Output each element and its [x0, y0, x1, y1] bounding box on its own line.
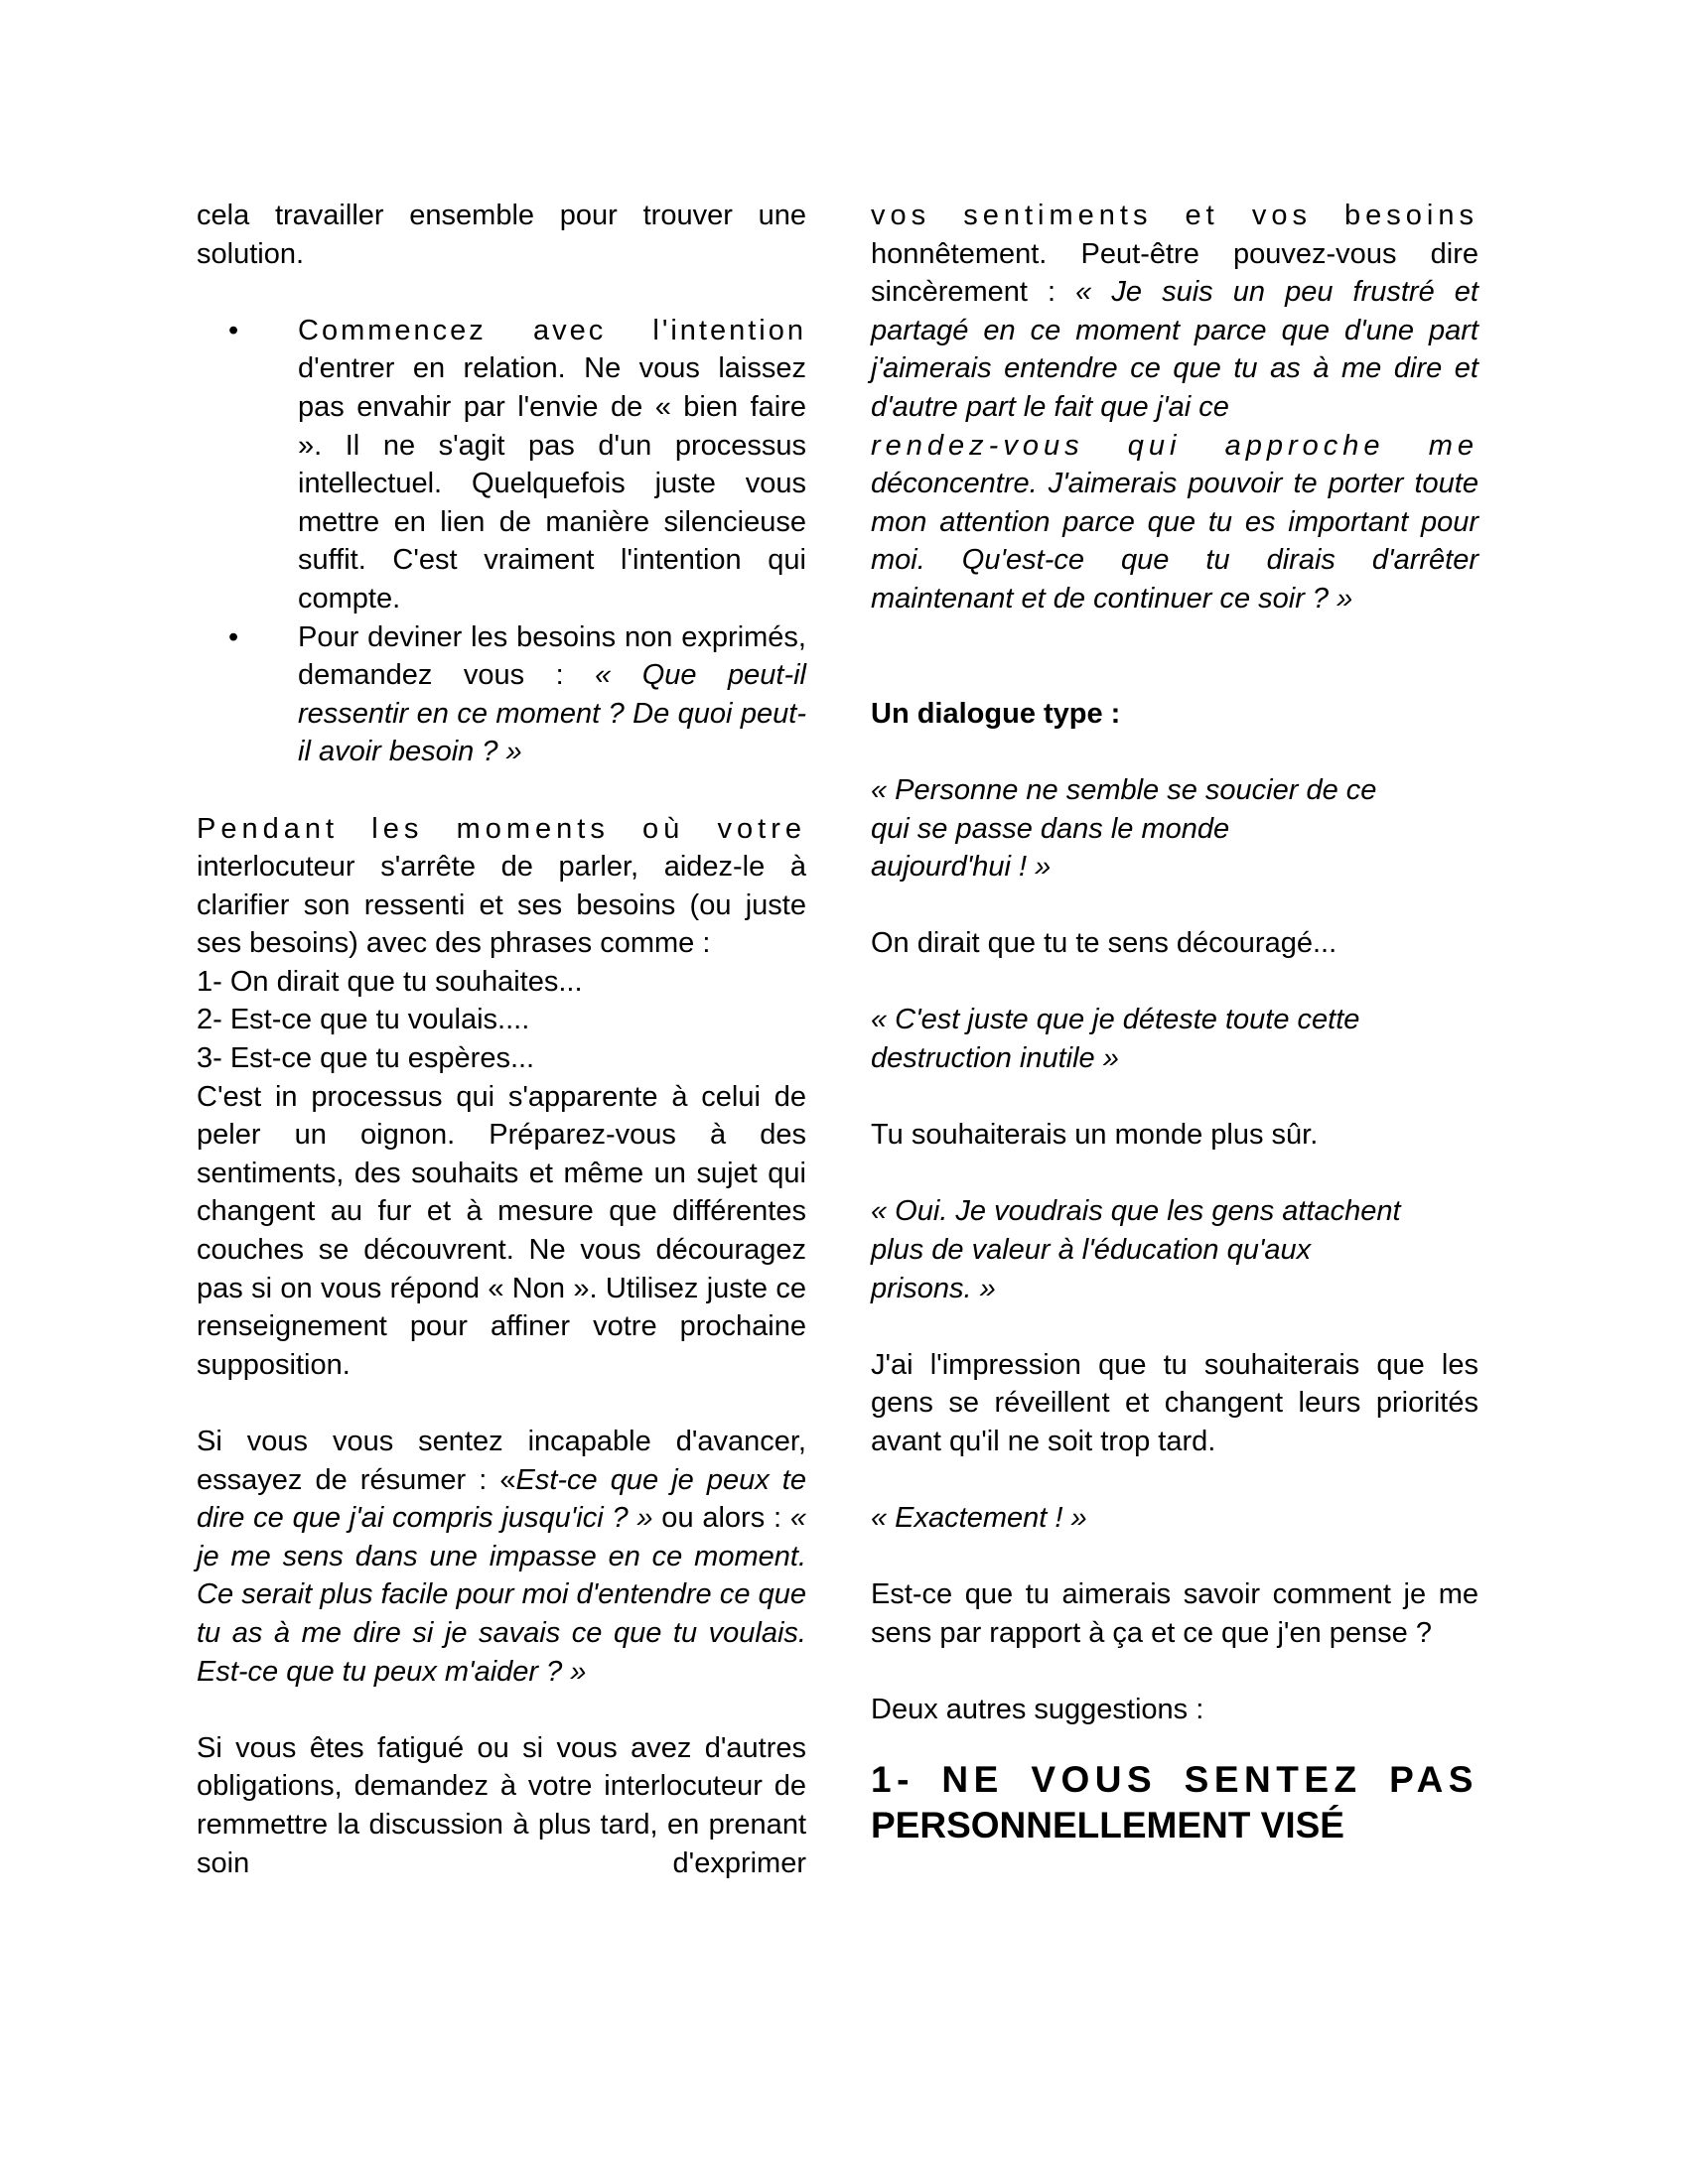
processus-paragraph: C'est in processus qui s'apparente à celui de peler un oignon. Préparez-vous à des sentiments, des souhaits et même un sujet qui changent au fur et à mesure que différentes couches se découvrent. Ne vous découragez pas si on vous répond « Non ». Utilisez juste ce renseignement pour affiner votre prochaine supposition. [197, 1080, 806, 1381]
phrase-item: 1- On dirait que tu souhaites... [197, 965, 583, 998]
continuation-text: honnêtement. Peut-être pouvez-vous dire sincèrement : [871, 237, 1478, 309]
dialogue-text: prisons. » [871, 1272, 996, 1304]
pendant-text: interlocuteur s'arrête de parler, aidez-le à clarifier son ressenti et ses besoins (ou juste ses besoins) avec des phrases comme : [197, 851, 806, 960]
dialogue-text: « Oui. Je voudrais que les gens attachent [871, 1195, 1401, 1228]
dialogue-line-other: « Exactement ! » [871, 1502, 1087, 1535]
fatigue-paragraph: Si vous êtes fatigué ou si vous avez d'autres obligations, demandez à votre interlocuteur de remmettre la discussion à plus tard, en prenant soin d'exprimer [197, 1731, 806, 1879]
dialogue-line-self: On dirait que tu te sens découragé... [871, 927, 1337, 960]
bullet-1-text: d'entrer en relation. Ne vous laissez pas envahir par l'envie de « bien faire ». Il ne s'agit pas d'un processus intellectuel. Quelquefois juste vous mettre en lien de manière silencieuse suffit. C'est vraiment l'intention qui compte. [298, 352, 806, 614]
incapable-text-2: ou alors : [652, 1502, 790, 1535]
pendant-first-line: Pendant les moments où votre [197, 812, 806, 845]
continuation-quote-spaced: rendez-vous qui approche me [871, 429, 1478, 462]
dialogue-text: « Personne ne semble se soucier de ce [871, 773, 1377, 806]
left-column [197, 197, 806, 1882]
continuation-first-line: vos sentiments et vos besoins [871, 200, 1478, 231]
bullet-1-first-line: Commencez avec l'intention [298, 314, 806, 346]
intro-paragraph: cela travailler ensemble pour trouver une solution. [197, 200, 806, 270]
phrase-item: 3- Est-ce que tu espères... [197, 1042, 535, 1075]
incapable-text-1: Si vous vous sentez incapable d'avancer, essayez de résumer : « [197, 1426, 806, 1496]
suggestions-intro: Deux autres suggestions : [871, 1694, 1204, 1726]
dialogue-text: plus de valeur à l'éducation qu'aux [871, 1234, 1312, 1267]
bullet-2-quote: « Que peut-il ressentir en ce moment ? De quoi peut-il avoir besoin ? » [298, 659, 806, 768]
list-item [197, 312, 806, 618]
dialogue-line-other [871, 771, 1478, 887]
section-heading-line-2: PERSONNELLEMENT VISÉ [871, 1804, 1344, 1845]
right-column [871, 197, 1478, 1848]
list-item [197, 618, 806, 771]
tips-list [197, 312, 806, 771]
dialogue-line-self: J'ai l'impression que tu souhaiterais que les gens se réveillent et changent leurs priorités avant qu'il ne soit trop tard. [871, 1348, 1478, 1457]
phrase-item: 2- Est-ce que tu voulais.... [197, 1004, 530, 1036]
section-heading [871, 1757, 1478, 1848]
dialogue-line-other [871, 1001, 1478, 1077]
continuation-quote-a: « Je suis un peu frustré et partagé en ce moment parce que d'une part j'aimerais entendre ce que tu as à me dire et d'autre part le fait que j'ai ce [871, 276, 1478, 423]
section-heading-line-1: 1- NE VOUS SENTEZ PAS [871, 1758, 1478, 1800]
pendant-paragraph [197, 810, 806, 963]
bullet-icon: • [228, 314, 239, 346]
dialogue-heading: Un dialogue type : [871, 697, 1121, 730]
dialogue-text: destruction inutile » [871, 1042, 1119, 1075]
dialogue-text: qui se passe dans le monde [871, 812, 1230, 845]
dialogue-line-self: Est-ce que tu aimerais savoir comment je me sens par rapport à ça et ce que j'en pense ? [871, 1578, 1478, 1649]
bullet-2-text: Pour deviner les besoins non exprimés, demandez vous : [298, 620, 806, 692]
dialogue-text: « C'est juste que je déteste toute cette [871, 1004, 1360, 1036]
dialogue-line-other [871, 1192, 1478, 1307]
incapable-quote-2: « je me sens dans une impasse en ce moment. Ce serait plus facile pour moi d'entendre ce que tu as à me dire si je savais ce que tu voulais. Est-ce que tu peux m'aider ? » [197, 1502, 807, 1688]
incapable-paragraph [197, 1423, 806, 1691]
dialogue-line-self: Tu souhaiterais un monde plus sûr. [871, 1119, 1319, 1152]
bullet-icon: • [228, 620, 239, 653]
continuation-quote-b: déconcentre. J'aimerais pouvoir te porter toute mon attention parce que tu es important pour moi. Qu'est-ce que tu dirais d'arrêter maintenant et de continuer ce soir ? » [871, 468, 1478, 614]
dialogue-text: aujourd'hui ! » [871, 851, 1052, 884]
continuation-paragraph [871, 197, 1478, 618]
incapable-quote-1: Est-ce que je peux te dire ce que j'ai compris jusqu'ici ? » [197, 1463, 806, 1535]
